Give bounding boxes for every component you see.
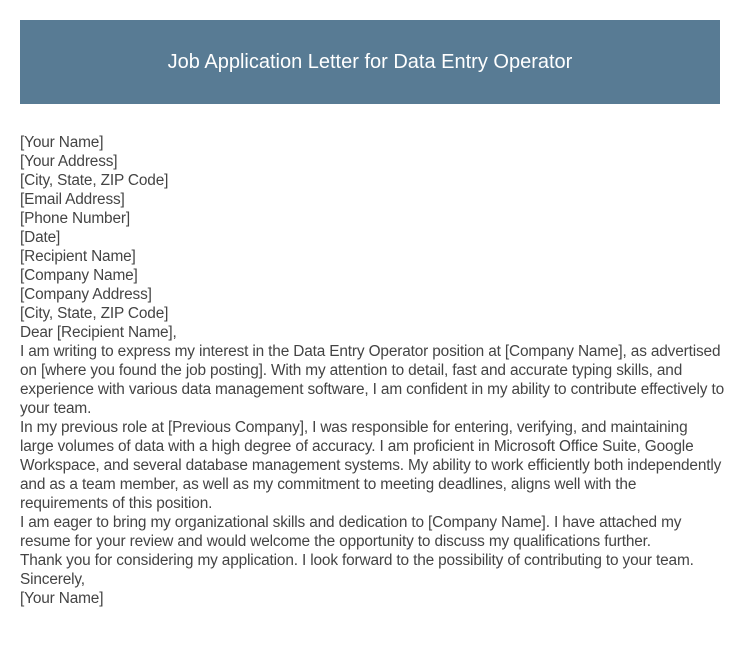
recipient-name: [Recipient Name]: [20, 248, 136, 265]
sender-email: [Email Address]: [20, 191, 125, 208]
closing: Sincerely,: [20, 571, 85, 588]
paragraph-experience: In my previous role at [Previous Company], I was responsible for entering, verifying, and maintaining large volumes of data with a high degree of accuracy. I am proficient in Microsoft Office Suite, Google Workspace, and several database management systems. My ability to work efficiently both independently and as a team member, as well as my commitment to meeting deadlines, aligns well with the requirements of this position.: [20, 419, 722, 512]
sender-address: [Your Address]: [20, 153, 118, 170]
paragraph-thanks: Thank you for considering my application. I look forward to the possibility of contributing to your team.: [20, 552, 694, 569]
signature: [Your Name]: [20, 590, 104, 607]
recipient-block: [20, 247, 724, 323]
sender-city-state-zip: [City, State, ZIP Code]: [20, 172, 169, 189]
letter-body: [20, 133, 724, 608]
salutation: Dear [Recipient Name],: [20, 324, 177, 341]
paragraph-intro: I am writing to express my interest in the Data Entry Operator position at [Company Name], as advertised on [where you found the job posting]. With my attention to detail, fast and accurate typing skills, and experience with various data management software, I am confident in my ability to contribute effectively to your team.: [20, 343, 724, 417]
recipient-company-address: [Company Address]: [20, 286, 152, 303]
title-banner: [20, 20, 720, 104]
recipient-city-state-zip: [City, State, ZIP Code]: [20, 305, 169, 322]
sender-phone: [Phone Number]: [20, 210, 130, 227]
sender-name: [Your Name]: [20, 134, 104, 151]
recipient-company: [Company Name]: [20, 267, 138, 284]
sender-block: [20, 133, 724, 247]
page-title: Job Application Letter for Data Entry Operator: [167, 50, 573, 73]
letter-date: [Date]: [20, 229, 61, 246]
paragraph-request: I am eager to bring my organizational skills and dedication to [Company Name]. I have attached my resume for your review and would welcome the opportunity to discuss my qualifications further.: [20, 514, 682, 550]
